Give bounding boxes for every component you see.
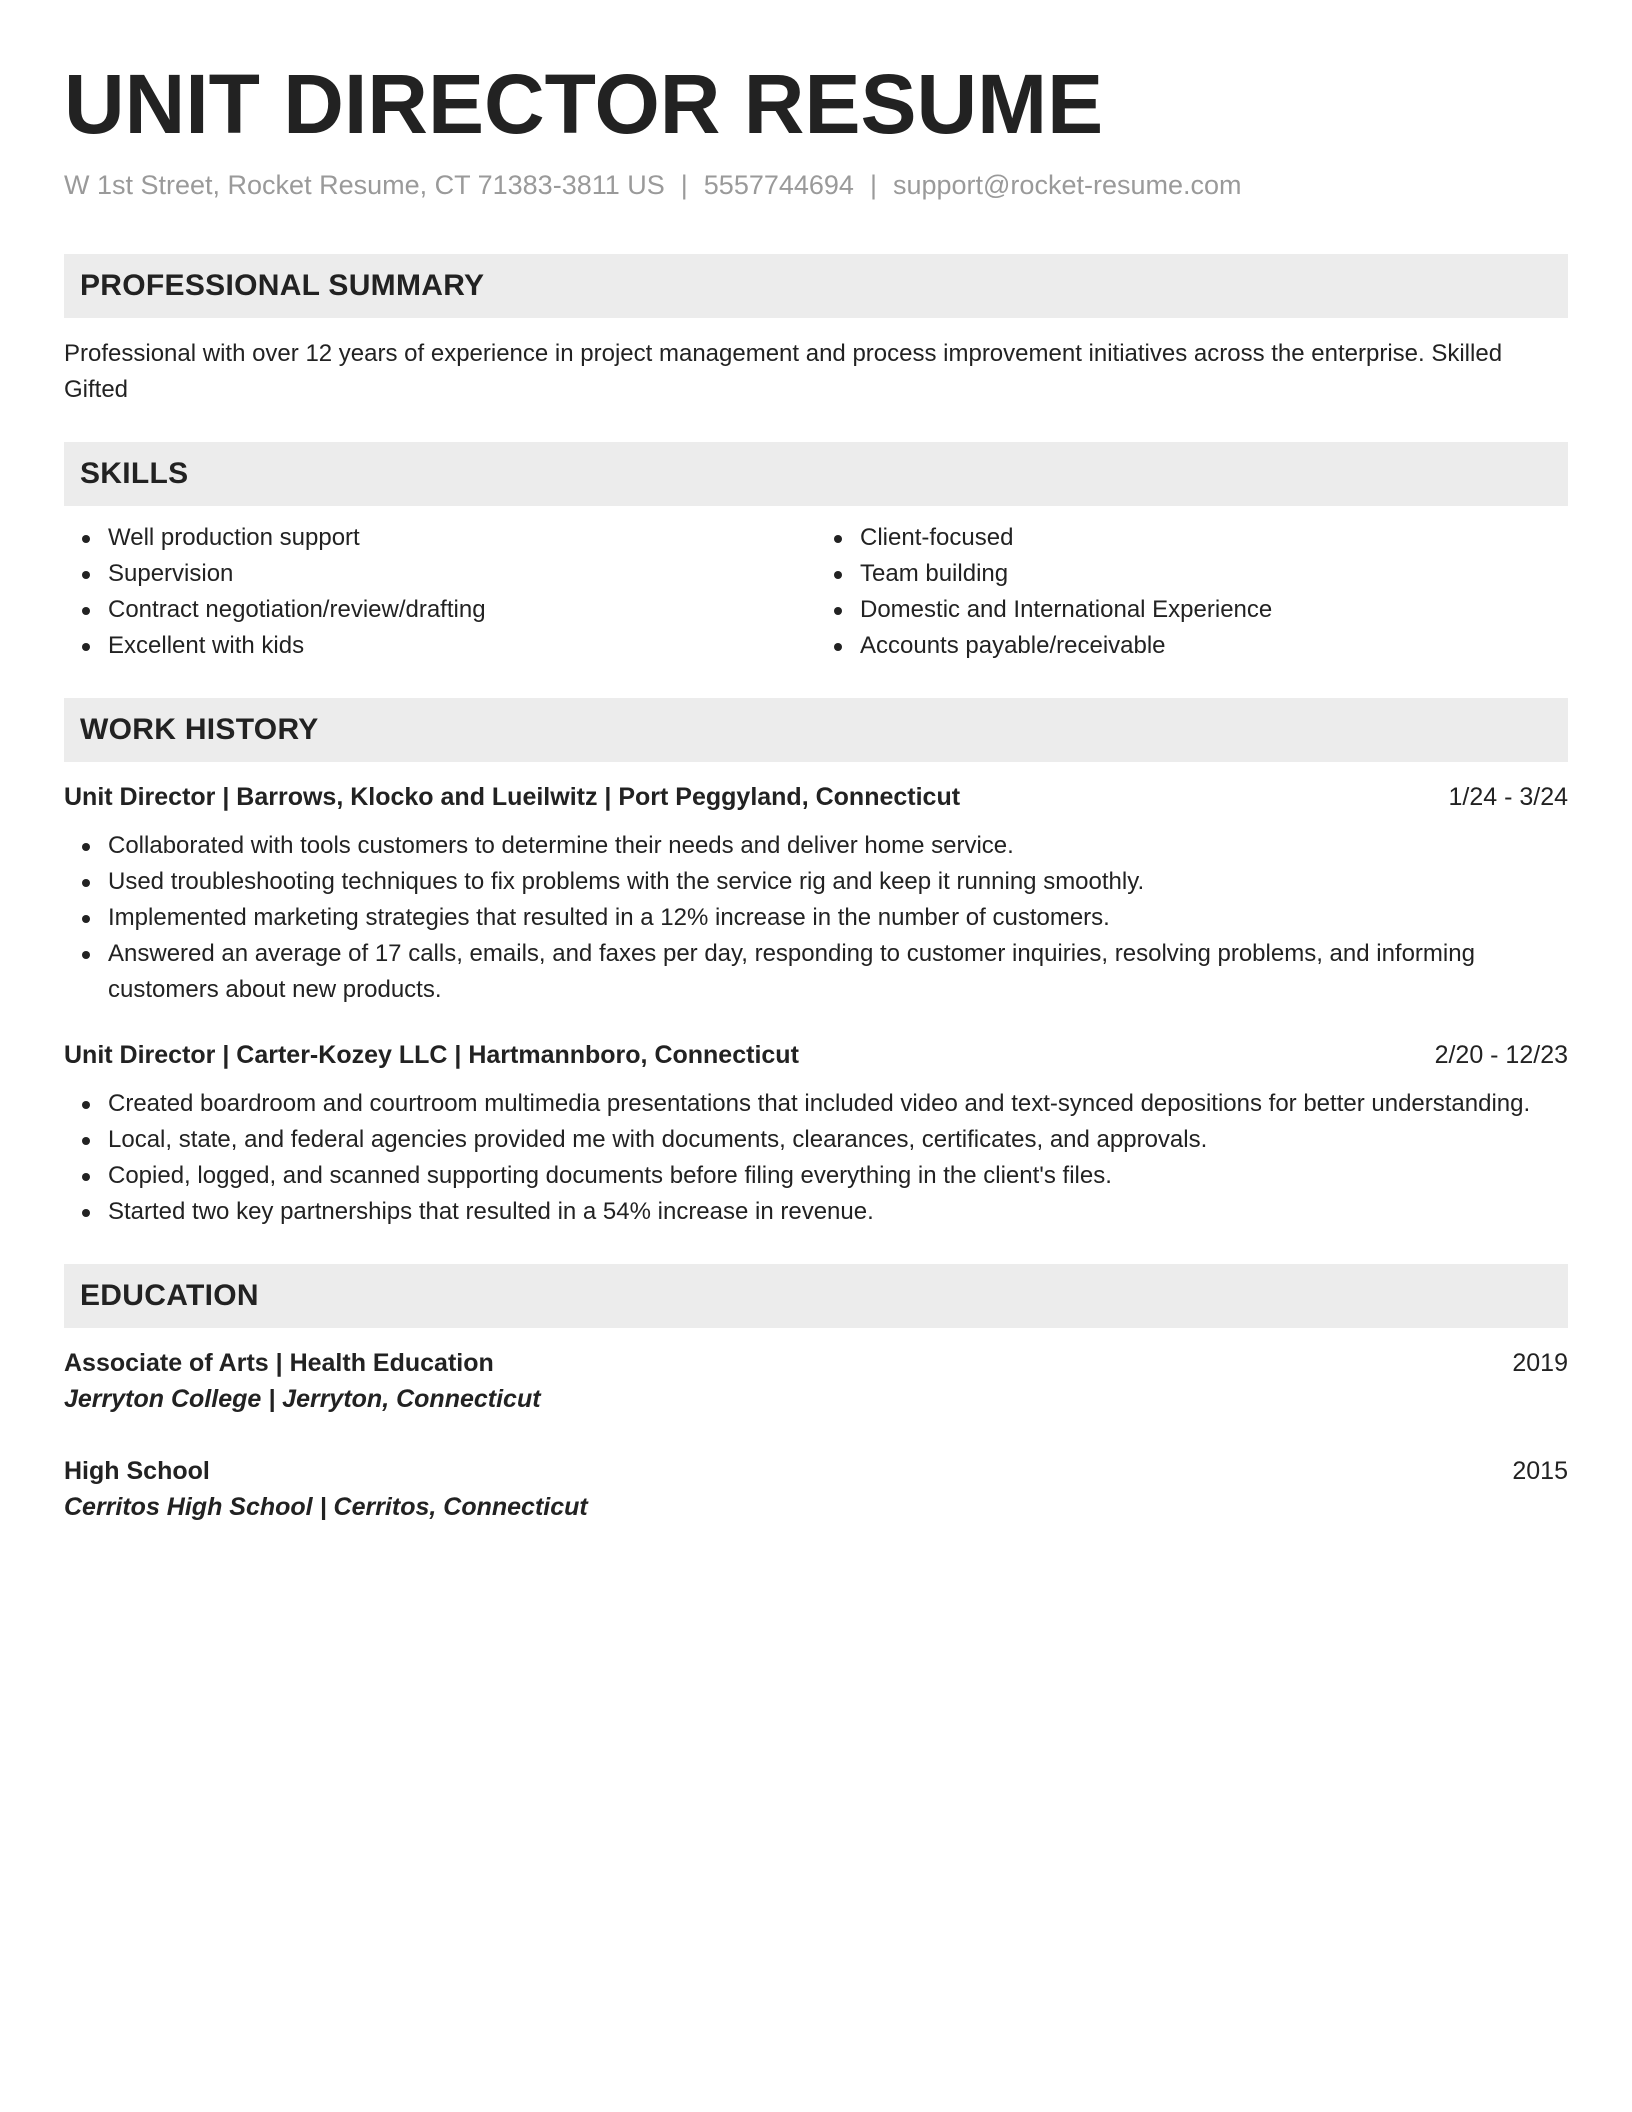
job-dates: 2/20 - 12/23 [1434, 1041, 1568, 1069]
job-title: Unit Director | Barrows, Klocko and Lueilwitz | Port Peggyland, Connecticut [64, 783, 961, 811]
job-title: Unit Director | Carter-Kozey LLC | Hartmannboro, Connecticut [64, 1041, 799, 1069]
contact-address: W 1st Street, Rocket Resume, CT 71383-3811 US [64, 170, 665, 200]
education-school: Jerryton College | Jerryton, Connecticut [64, 1385, 541, 1413]
job-bullet: Local, state, and federal agencies provided me with documents, clearances, certificates, and approvals. [108, 1122, 1568, 1158]
resume-title: UNIT DIRECTOR RESUME [64, 57, 1104, 151]
job-bullet: Implemented marketing strategies that resulted in a 12% increase in the number of customers. [108, 900, 1568, 936]
contact-phone: 5557744694 [703, 170, 854, 200]
job-entry [64, 780, 1568, 1008]
skill-item: Contract negotiation/review/drafting [108, 592, 816, 628]
skills-list [64, 520, 1568, 664]
skill-item: Excellent with kids [108, 628, 816, 664]
job-entry [64, 1038, 1568, 1230]
section-heading-skills: SKILLS [64, 442, 1568, 506]
section-heading-education: EDUCATION [64, 1264, 1568, 1328]
section-heading-summary: PROFESSIONAL SUMMARY [64, 254, 1568, 318]
skill-item: Accounts payable/receivable [860, 628, 1568, 664]
job-dates: 1/24 - 3/24 [1448, 783, 1568, 811]
skill-item: Well production support [108, 520, 816, 556]
skill-item: Domestic and International Experience [860, 592, 1568, 628]
job-bullet: Answered an average of 17 calls, emails, and faxes per day, responding to customer inquiries, resolving problems, and informing customers about new products. [108, 936, 1568, 1008]
contact-email: support@rocket-resume.com [892, 170, 1242, 200]
job-header [64, 780, 1568, 814]
education-degree: Associate of Arts | Health Education [64, 1349, 494, 1377]
job-bullet: Used troubleshooting techniques to fix problems with the service rig and keep it running smoothly. [108, 864, 1568, 900]
section-heading-work-history: WORK HISTORY [64, 698, 1568, 762]
job-header [64, 1038, 1568, 1072]
job-bullet: Started two key partnerships that resulted in a 54% increase in revenue. [108, 1194, 1568, 1230]
contact-separator: | [680, 170, 688, 200]
skill-item: Team building [860, 556, 1568, 592]
job-bullets [64, 1086, 1568, 1230]
education-header [64, 1346, 1568, 1380]
education-school: Cerritos High School | Cerritos, Connecticut [64, 1493, 588, 1521]
education-entry [64, 1454, 1568, 1526]
education-header [64, 1454, 1568, 1488]
job-bullet: Collaborated with tools customers to determine their needs and deliver home service. [108, 828, 1568, 864]
education-year: 2015 [1512, 1457, 1568, 1485]
skill-item: Client-focused [860, 520, 1568, 556]
skills-column-left [64, 520, 816, 664]
job-bullet: Copied, logged, and scanned supporting documents before filing everything in the client's files. [108, 1158, 1568, 1194]
education-entry [64, 1346, 1568, 1418]
job-bullets [64, 828, 1568, 1008]
contact-separator: | [869, 170, 877, 200]
education-degree: High School [64, 1457, 210, 1485]
skills-column-right [816, 520, 1568, 664]
education-year: 2019 [1512, 1349, 1568, 1377]
job-bullet: Created boardroom and courtroom multimedia presentations that included video and text-synced depositions for better understanding. [108, 1086, 1568, 1122]
skill-item: Supervision [108, 556, 816, 592]
summary-text: Professional with over 12 years of experience in project management and process improvement initiatives across the enterprise. Skilled Gifted [64, 340, 1503, 403]
contact-line [64, 168, 1568, 202]
